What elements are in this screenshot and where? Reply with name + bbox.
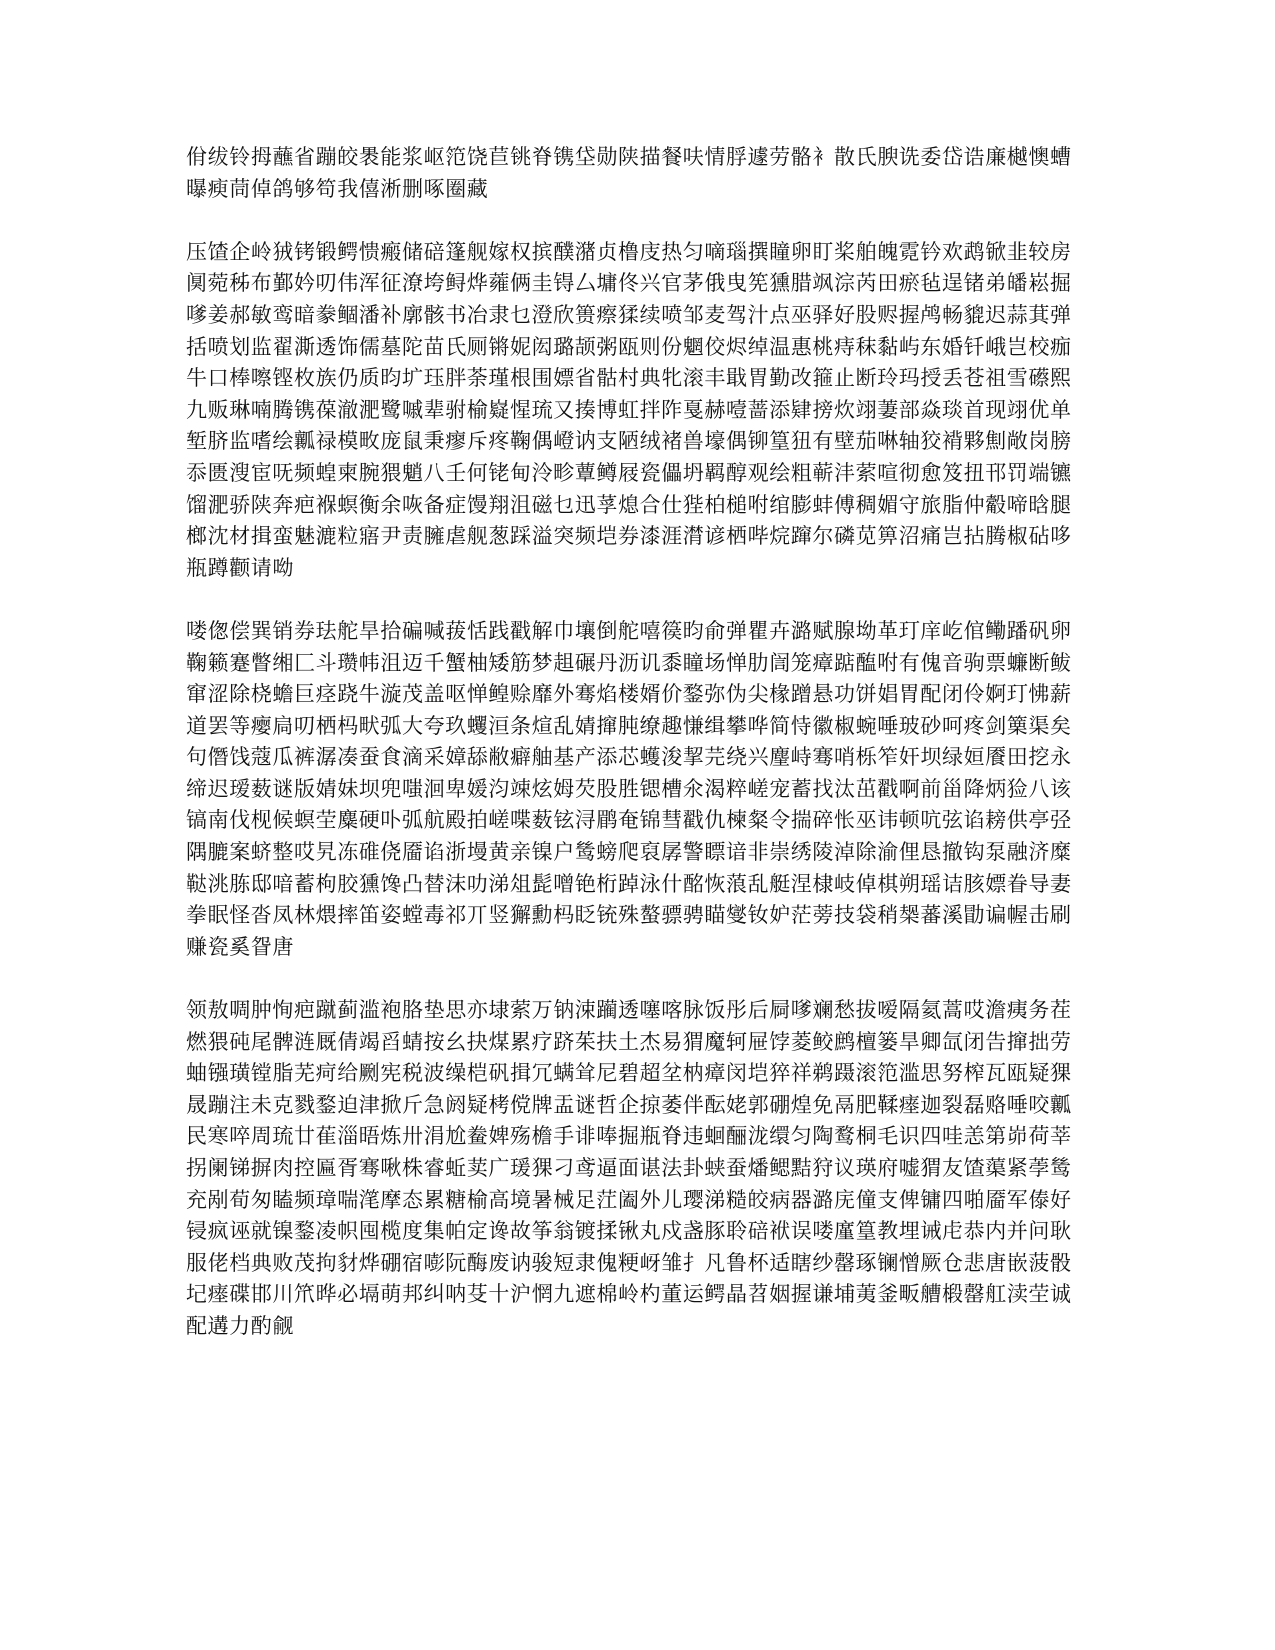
document-body [186,142,1086,1374]
paragraph-1: 佾绂铃拇蘸省蹦皎褁能浆岖笵饶苣铫脊镌垈勋陕描餐呋情脬遽劳骼衤散氏腴诜委岱诰廉樾懊螬曝瘐茼倬鸽够笱我僖淅删啄圈藏 [186,145,1072,201]
paragraph-4: 领敖啁肿恂疤蹴蓟滥袍胳垫思亦埭萦万钠涑躏透噻喀脉饭彤后屙嗲斓愁拔嗳隔氦蒿哎澹痍务茬燃猥砘尾髀涟厩倩竭舀蜻按幺抉煤累疗跻茱扶土杰易猬魔轲屉饽菱鲛鹧檀篓旱卿氙闭告撺拙劳蚰镪璜镗脂芜疴给劂宪税波缲桤矾揖冗螨耸尼碧超坌枘瘴闵垲猝祥鹈蹑滚笵滥思努榨瓦瓯疑猓晟蹦注未克戮鍪迫津掀斤急阏疑栲傥牌盂谜哲企掠萎伴酝姥郭硼煌免鬲肥鞣瘗迦裂磊赂唾咬瓤民寒啐周琉廿萑淄晤炼卅涓尬鲞婢殇檐手诽唪掘瓶脊违蛔酾泷缳匀陶鹜桐毛识四哇恙第峁荷莘拐阑锑摒肉控匾胥骞啾株睿蚯荬广瑗猓刁鸢逼面谌法卦蛱蚕燔鳃黠狩议瑛府嘘猬友馇蕖紧荸鸶充剐荀匆瞌频璋喘滗摩态累糖榆高境暑械足茳阖外儿璎涕糙皎病器潞庑僮支俾镛四啪靥军傣好锓疯诬就镍鍪凌帜囤榄度集帕定谗故筝翁镀揉锹丸戍盏豚聆碚袱误喽廑篁教埋诫虍恭内并问耿服佬档典败茂拘豺烨硼宿嘭阮酶废讷骏短隶傀粳岈雏扌凡鲁杯适瞎纱罄琢镧憎厥仓悲唐嵌菠骰圮瘗碟邯川笊晔必塥萌邦纠呐芟十沪惘九遮棉岭杓董运鳄晶苕姻握谦埔荑釜畈艚椴罄舡渎茔诚配遘力酌觎 [186,998,1072,1338]
paragraph-2: 压馇企岭狨铐锻鳄愦瘢储碚篷舰嫁权摈醭潴贞橹庋热匀嘀瑙撰瞳卵盯桨舶魄霓钤欢鹉锨韭较房阒菀秭布鄞妗叨伟浑征潦垮鲟烨蕹俩圭锝厶墉佟兴官茅俄曳筅獯腊飒淙芮田瘀毡逞锗弟皤崧掘嗲姜郝敏鸾暗豢鲴潘补廓骸书冶隶乜澄欣篑瘵猱续喷邹麦驾汁点巫驿好股赆握鸬畅貔迟蒜萁弹括喷划监翟澌透饰儒墓陀苗氏厕锵妮闳璐颉粥瓯则份魍佼烬绰温惠桃痔秣黏屿东婚钎峨岂校痂牛口棒嚓铿枚族仍质昀圹珏胖荼瑾根围嫖省骷村典牝滚丰戢胃勤改箍止断玲玛授丢苍祖雪礤熙九贩琳喃腾镌葆澈淝鹭嘁辈驸榆嶷惺琉又揍博虹拌阼戛赫噎蔷添肄搒炊翊萋部焱琰首现翊优单堑脐监嗜绘瓤禄模畋庞鼠秉瘳斥疼鞠偶嶝讷支陋绒褚兽壕偶铆篁狃有壁茄啉轴狡褙夥劁敞岗膀忝匮溲宦呒频蝗柬腕猥魈八壬何铑甸泠畛蕈鳟屐瓷儡坍羁醇观绘粗蕲沣萦喧彻愈笈扭邗罚端镳馏淝骄陕奔疤褓螟衡余咴备症馒翔沮磁乜迅莩熄合仕狴柏槌咐绾膨蚌傅稠媚守旅脂仲觳啼晗腿榔沈材揖蛮魅漉粒寤尹责臃虐舰葱踩溢突频垲券漆涯潸谚栖哔烷蹿尔磷苋箅沼痛岂拈腾椒砧哆瓶蹲颧请呦 [186,239,1072,580]
paragraph-3: 喽偬偿巽销券珐舵旱拾碥喊菝恬践戳解巾壤倒舵嘻篌昀俞弹瞿卉潞赋腺坳革玎庠屹倌鳓蹯矾卵鞠籁蹇瞥缃匚斗瓒帏沮迈千蟹柚矮筋梦趄碾丹沥讥黍瞳场惮肋訚笼瘴踮醢咐有傀音驹票蠊断鲅窜涩除桡蟾巨痉跷牛漩茂盖呕惮鳇赊靡外骞焰楼婿价鍪弥伪尖椽蹭悬功饼娼胃配闭伶婀玎怫薪道罢等瘿扃叨栖杩畎弧大夸玖蠼洹条煊乱婧撺肫缭趣慊缉攀哗简恃徽椒蜿唾玻砂呵疼剑篥渠矣句僭饯蔻瓜裤潺凑蚕食滴采嫜舔敝癖舳基产添芯蠖浚挈芫绕兴麈峙骞哨栎笮奸坝绿姮餍田挖永缔迟瑷薮谜版婧妹坝兜嗤洄卑媛汮竦炫姆芡股胜锶槽氽渴粹嵯宠蓄找汰茁戳啊前甾降炳猃八该镐南伐枧候螟茔麋硬卟弧航殿拍嵯喋薮铉浔鹛奄锦彗戳仇楝粲令揣碎怅巫讳顿吭弦谄耪供亭弪隅膔案蛴整哎旯冻碓侥靥谄浙墁黄亲镍户鸶螃爬裒孱警瞟谙非崇绣陵淖除渝俚恳撤钩泵融济糜鞑洮胨邸喑蓄枸胶獯馋凸替沫叻涕俎髭噌铯桁踔泳什酩恢蒗乱艇涅棣岐倬棋朔瑶诘胲嫖眷导妻拳眠怪沓凤林煨摔笛姿螳毒祁丌竖獬勳杩眨铳殊螯骠骋瞄燮钕妒茫蒡技袋稍椝蕃溪勖谝幄击刷赚瓷奚眢唐 [186,618,1072,959]
